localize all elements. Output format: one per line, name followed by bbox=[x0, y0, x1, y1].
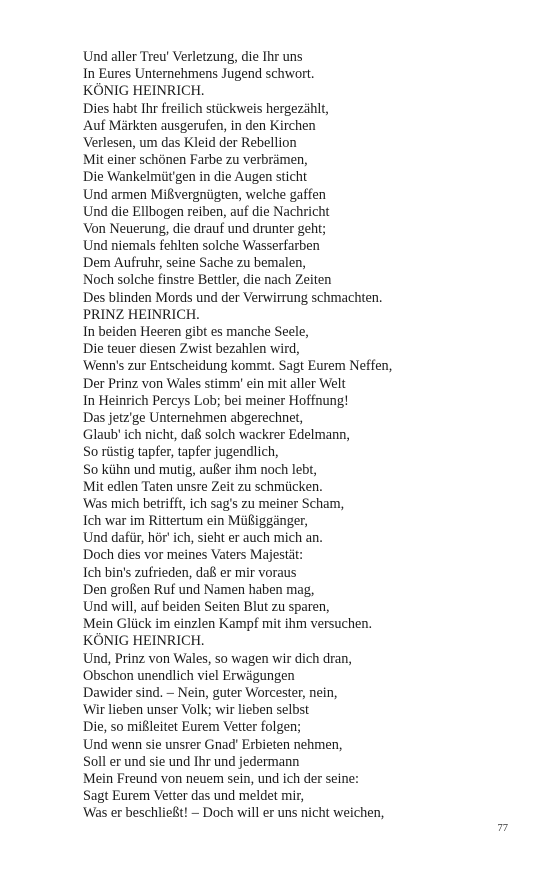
verse-line: Glaub' ich nicht, daß solch wackrer Edelmann, bbox=[83, 427, 350, 444]
verse-line: Was er beschließt! – Doch will er uns nicht weichen, bbox=[83, 805, 385, 822]
verse-line: In beiden Heeren gibt es manche Seele, bbox=[83, 324, 309, 340]
verse-line: Und will, auf beiden Seiten Blut zu sparen, bbox=[83, 599, 330, 615]
verse-line: Und niemals fehlten solche Wasserfarben bbox=[83, 238, 320, 255]
verse-line: Soll er und sie und Ihr und jedermann bbox=[83, 753, 300, 770]
verse-line: Auf Märkten ausgerufen, in den Kirchen bbox=[83, 117, 316, 134]
verse-line: Des blinden Mords und der Verwirrung schmachten. bbox=[83, 289, 383, 306]
verse-line: Und wenn sie unsrer Gnad' Erbieten nehmen, bbox=[83, 736, 343, 753]
verse-line: In Eures Unternehmens Jugend schwort. bbox=[83, 66, 315, 83]
verse-line: Was mich betrifft, ich sag's zu meiner Scham, bbox=[83, 495, 345, 512]
verse-line: Dem Aufruhr, seine Sache zu bemalen, bbox=[83, 255, 306, 272]
verse-text bbox=[83, 49, 523, 822]
verse-line: Das jetz'ge Unternehmen abgerechnet, bbox=[83, 409, 304, 426]
verse-line: Verlesen, um das Kleid der Rebellion bbox=[83, 134, 297, 151]
verse-line: Der Prinz von Wales stimm' ein mit aller Welt bbox=[83, 375, 346, 392]
speaker-name: PRINZ HEINRICH. bbox=[83, 306, 200, 323]
verse-line: Mein Freund von neuem sein, und ich der seine: bbox=[83, 770, 359, 787]
verse-line: Und, Prinz von Wales, so wagen wir dich dran, bbox=[83, 650, 352, 667]
verse-line: In Heinrich Percys Lob; bei meiner Hoffnung! bbox=[83, 392, 349, 409]
verse-line: Obschon unendlich viel Erwägungen bbox=[83, 667, 295, 684]
verse-line: Und armen Mißvergnügten, welche gaffen bbox=[83, 186, 326, 203]
verse-line: Mit einer schönen Farbe zu verbrämen, bbox=[83, 152, 308, 169]
verse-line: Sagt Eurem Vetter das und meldet mir, bbox=[83, 788, 305, 805]
verse-line: Die teuer diesen Zwist bezahlen wird, bbox=[83, 341, 300, 358]
verse-line: Den großen Ruf und Namen haben mag, bbox=[83, 581, 315, 598]
verse-line: Mit edlen Taten unsre Zeit zu schmücken. bbox=[83, 478, 323, 495]
verse-line: Die Wankelmüt'gen in die Augen sticht bbox=[83, 169, 307, 186]
verse-line: Und aller Treu' Verletzung, die Ihr uns bbox=[83, 49, 303, 65]
page-number: 77 bbox=[497, 823, 508, 834]
verse-line: Die, so mißleitet Eurem Vetter folgen; bbox=[83, 719, 302, 736]
verse-line: Mein Glück im einzlen Kampf mit ihm versuchen. bbox=[83, 616, 373, 633]
verse-line: Ich bin's zufrieden, daß er mir voraus bbox=[83, 564, 297, 581]
verse-line: Wenn's zur Entscheidung kommt. Sagt Eurem Neffen, bbox=[83, 358, 393, 375]
speaker-name: KÖNIG HEINRICH. bbox=[83, 83, 205, 100]
verse-line: Doch dies vor meines Vaters Majestät: bbox=[83, 547, 304, 564]
verse-line: So rüstig tapfer, tapfer jugendlich, bbox=[83, 444, 279, 461]
verse-line: Ich war im Rittertum ein Müßiggänger, bbox=[83, 513, 308, 530]
verse-line: So kühn und mutig, außer ihm noch lebt, bbox=[83, 461, 317, 478]
verse-line: Von Neuerung, die drauf und drunter geht; bbox=[83, 220, 327, 237]
verse-line: Noch solche finstre Bettler, die nach Zeiten bbox=[83, 272, 332, 289]
speaker-name: KÖNIG HEINRICH. bbox=[83, 633, 205, 650]
verse-line: Und die Ellbogen reiben, auf die Nachricht bbox=[83, 203, 330, 220]
verse-line: Dies habt Ihr freilich stückweis hergezählt, bbox=[83, 100, 329, 117]
verse-line: Dawider sind. – Nein, guter Worcester, nein, bbox=[83, 684, 338, 701]
verse-line: Und dafür, hör' ich, sieht er auch mich an. bbox=[83, 530, 323, 547]
verse-line: Wir lieben unser Volk; wir lieben selbst bbox=[83, 702, 310, 719]
